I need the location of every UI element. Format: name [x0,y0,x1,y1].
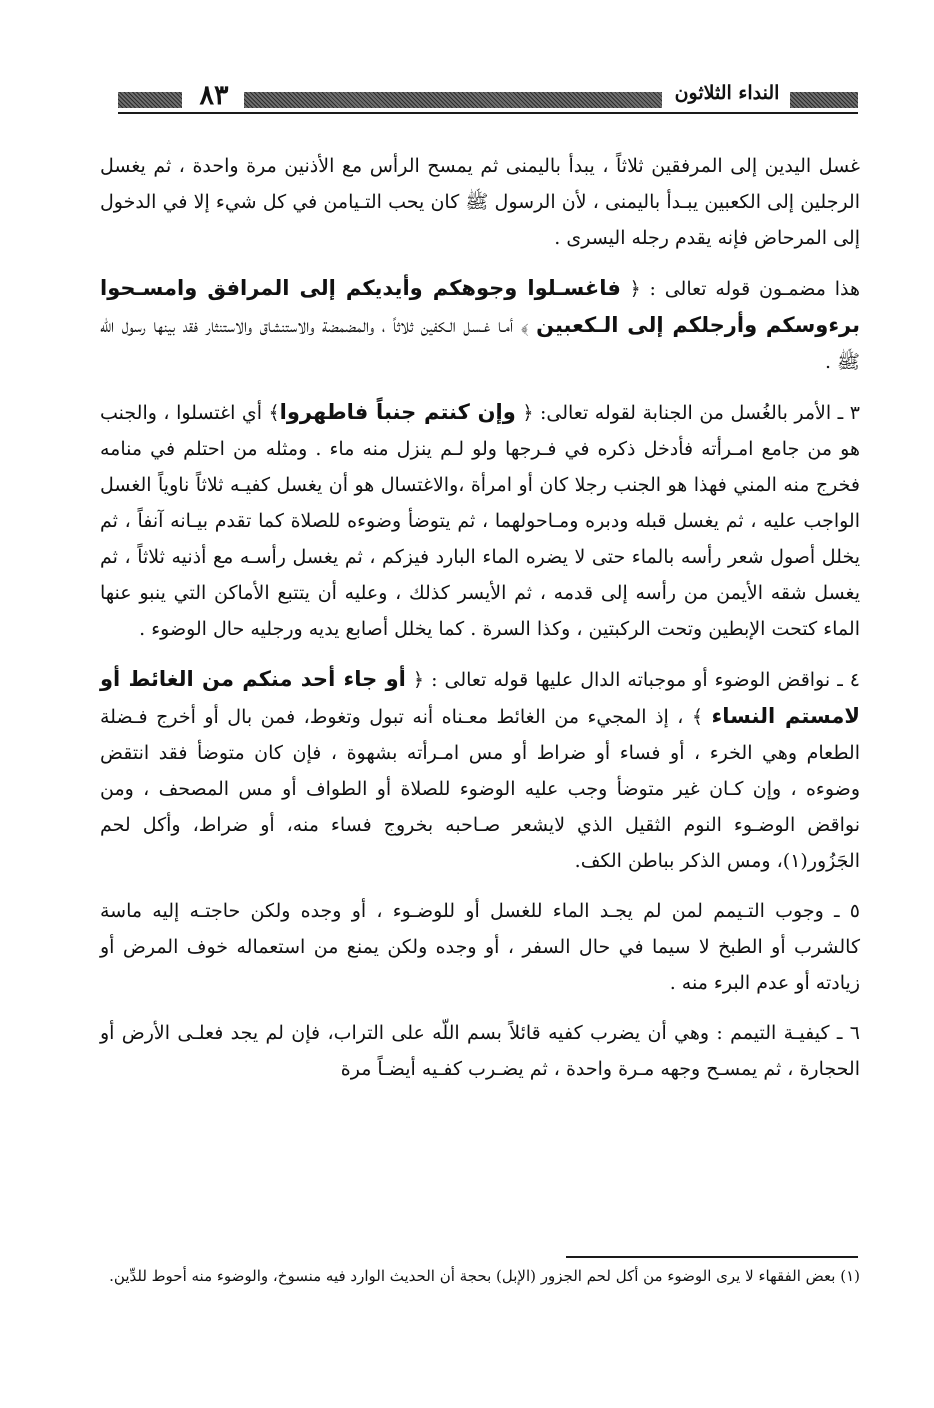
header-ornament-left [118,92,182,108]
main-text [100,148,860,1101]
text-run: غسل اليدين إلى المرفقين ثلاثاً ، يبدأ باليمنى ثم يمسح الرأس مع الأذنين مرة واحدة ، ثم يغسل الرجلين إلى الكعبين يبـدأ باليمنى ، لأن الرسول ﷺ كان يحب التـيامن في كل شيء إلا في الدخول إلى المرحاض فإنه يقدم رجله اليسرى . [100,155,860,249]
paragraph-point-4-nullifiers [100,661,860,879]
running-title: النداء الثلاثون [674,82,780,104]
header-ornament-right [790,92,858,108]
paragraph-point-3-ghusl [100,394,860,647]
text-run: ٣ ـ الأمر بالغُسل من الجنابة لقوله تعالى: ﴿ [515,402,860,424]
paragraph-wudu-verse [100,270,860,380]
footnote-separator [566,1256,858,1258]
paragraph-point-6-tayammum-method [100,1015,860,1087]
quran-quote: أو جاء أحد منكم من الغائط أو لامستم النساء [100,667,860,728]
footnotes [100,1263,860,1290]
header-ornament-middle [244,92,662,108]
text-run: ٥ ـ وجوب التـيمم لمن لم يجـد الماء للغسل أو للوضـوء ، أو وجده ولكن حاجتـه إليه ماسة كالشرب أو الطبخ لا سيما في حال السفر ، أو وجده ولكن يمنع من استعماله خوف المرض أو زيادته أو عدم البرء منه . [100,900,860,994]
paragraph-point-5-tayammum-obligation [100,893,860,1001]
running-header [118,80,858,114]
page-number: ٨٣ [199,80,229,111]
quran-quote: فاغسـلوا وجوهكم وأيديكم إلى المرافق وامسـحوا برءوسكم وأرجلكم إلى الـكعبين [100,276,861,337]
paragraph-wudu-sequence [100,148,860,256]
text-run: ٤ ـ نواقض الوضوء أو موجباته الدال عليها قوله تعالى : ﴿ [405,669,861,691]
text-run: ﴾ أمـا غـسل الـكفين ثلاثاً ، والمضمضة والاستنشاق والاستنثار فقد بينها رسول الله ﷺ . [100,315,860,373]
text-run: ﴾ أي اغتسلوا ، والجنب هو من جامع امـرأته فأدخل ذكره في فـرجها ولو لـم ينزل منه ماء . ومثله من احتلم في منامه فخرج منه المني فهذا هو الجنب رجلا كان أو امرأة ،والاغتسال هو أن يغسل كفيـه ثلاثاً ناوياً الغسل الواجب عليه ، ثم يغسل قبله ودبره ومـاحولهما ، ثم يتوضأ وضوءه للصلاة كما تقدم بيـانه آنفاً ، ثم يخلل أصول شعر رأسه بالماء حتى لا يضره الماء البارد فيزكم ، ثم يغسل رأسـه مع أذنيه ثلاثاً ، ثم يغسل شقه الأيمن من رأسه إلى قدمه ، ثم الأيسر كذلك ، وعليه أن يتتبع الأماكن التي ينبو عنها الماء كتحت الإبطين وتحت الركبتين ، وكذا السرة . كما يخلل أصابع يديه ورجليه حال الوضوء . [100,402,861,640]
text-run: ﴾ ، إذ المجيء من الغائط معـناه أنه تبول وتغوط، فمن بال أو أخرج فـضلة الطعام وهي الخرء ، أو فساء أو ضراط أو مس امـرأته بشهوة ، فإن كان متوضأ فقد انتقض وضوءه ، وإن كـان غير متوضأ وجب عليه الوضوء للصلاة أو الطواف أو مس المصحف ، ومن نواقض الوضـوء النوم الثقيل الذي لايشعر صـاحبه بخروج فساء منه، أو ضراط، وأكل لحم الجَزُور(١)، ومس الذكر بباطن الكف. [100,706,860,872]
footnote-1: (١) بعض الفقهاء لا يرى الوضوء من أكل لحم الجزور (الإبل) بحجة أن الحديث الوارد فيه منسوخ، والوضوء منه أحوط للدِّين. [109,1267,860,1285]
header-rule [118,112,858,114]
text-run: ٦ ـ كيفيـة التيمم : وهي أن يضرب كفيه قائلاً بسم اللّه على التراب، فإن لم يجد فعلـى الأرض أو الحجارة ، ثم يمسـح وجهه مـرة واحدة ، ثم يضـرب كفـيه أيضـاً مرة [100,1022,860,1080]
quran-quote: وإن كنتم جنباً فاطهروا [279,400,516,424]
text-run: هذا مضمـون قوله تعالى : ﴿ [620,278,860,300]
